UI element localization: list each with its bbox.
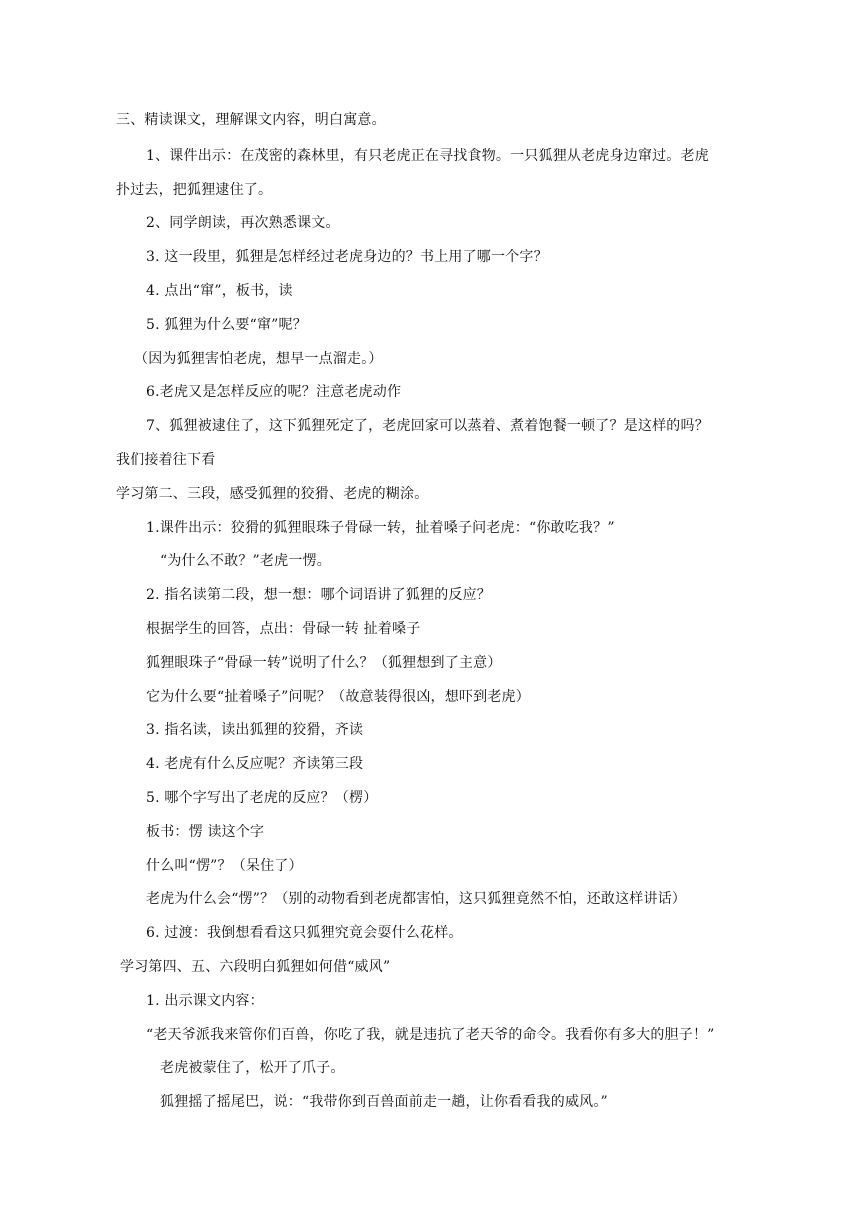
paragraph-line: 5. 狐狸为什么要“窜”呢？: [146, 317, 307, 333]
paragraph-line: 6. 过渡：我倒想看看这只狐狸究竟会耍什么花样。: [146, 925, 463, 941]
paragraph-line: 狐狸眼珠子“骨碌一转”说明了什么？（狐狸想到了主意）: [146, 655, 502, 671]
paragraph-line: 老虎为什么会“愣”？（别的动物看到老虎都害怕，这只狐狸竟然不怕，还敢这样讲话）: [146, 891, 687, 907]
paragraph-line: 4. 点出“窜”，板书，读: [146, 283, 293, 299]
paragraph-line: “为什么不敢？”老虎一愣。: [160, 553, 331, 569]
paragraph-line: 1、课件出示：在茂密的森林里，有只老虎正在寻找食物。一只狐狸从老虎身边窜过。老虎: [146, 148, 709, 164]
paragraph-line: 板书：愣 读这个字: [146, 824, 265, 840]
paragraph-line: 它为什么要“扯着嗓子”问呢？（故意装得很凶，想吓到老虎）: [146, 689, 530, 705]
paragraph-line: 6.老虎又是怎样反应的呢？注意老虎动作: [146, 384, 402, 400]
paragraph-line: 5. 哪个字写出了老虎的反应？（楞）: [146, 790, 378, 806]
quote-line: 老虎被蒙住了，松开了爪子。: [160, 1060, 345, 1076]
paragraph-line: 我们接着往下看: [116, 452, 216, 468]
section-heading: 学习第二、三段，感受狐狸的狡猾、老虎的糊涂。: [116, 486, 429, 502]
section-heading: 学习第四、五、六段明白狐狸如何借“威风”: [120, 959, 391, 975]
paragraph-line: 根据学生的回答，点出：骨碌一转 扯着嗓子: [146, 621, 421, 637]
paragraph-line: 3. 这一段里，狐狸是怎样经过老虎身边的？书上用了哪一个字？: [146, 249, 548, 265]
paragraph-line: （因为狐狸害怕老虎，想早一点溜走。）: [134, 351, 383, 367]
paragraph-line: 7、狐狸被逮住了，这下狐狸死定了，老虎回家可以蒸着、煮着饱餐一顿了？是这样的吗？: [146, 418, 709, 434]
paragraph-line: 1. 出示课文内容：: [146, 993, 264, 1009]
paragraph-line: 4. 老虎有什么反应呢？齐读第三段: [146, 756, 364, 772]
paragraph-line: 3. 指名读，读出狐狸的狡猾，齐读: [146, 722, 364, 738]
paragraph-line: 扑过去，把狐狸逮住了。: [116, 182, 273, 198]
paragraph-line: 什么叫“愣”？（呆住了）: [146, 858, 303, 874]
paragraph-line: 2、同学朗读，再次熟悉课文。: [146, 215, 340, 231]
paragraph-line: 1.课件出示：狡猾的狐狸眼珠子骨碌一转，扯着嗓子问老虎：“你敢吃我？”: [146, 520, 615, 536]
quote-line: 狐狸摇了摇尾巴，说：“我带你到百兽面前走一趟，让你看看我的威风。”: [160, 1094, 608, 1110]
quote-line: “老天爷派我来管你们百兽，你吃了我，就是违抗了老天爷的命令。我看你有多大的胆子！”: [146, 1027, 715, 1043]
section-heading: 三、精读课文，理解课文内容，明白寓意。: [116, 112, 386, 128]
paragraph-line: 2. 指名读第二段，想一想：哪个词语讲了狐狸的反应？: [146, 587, 492, 603]
